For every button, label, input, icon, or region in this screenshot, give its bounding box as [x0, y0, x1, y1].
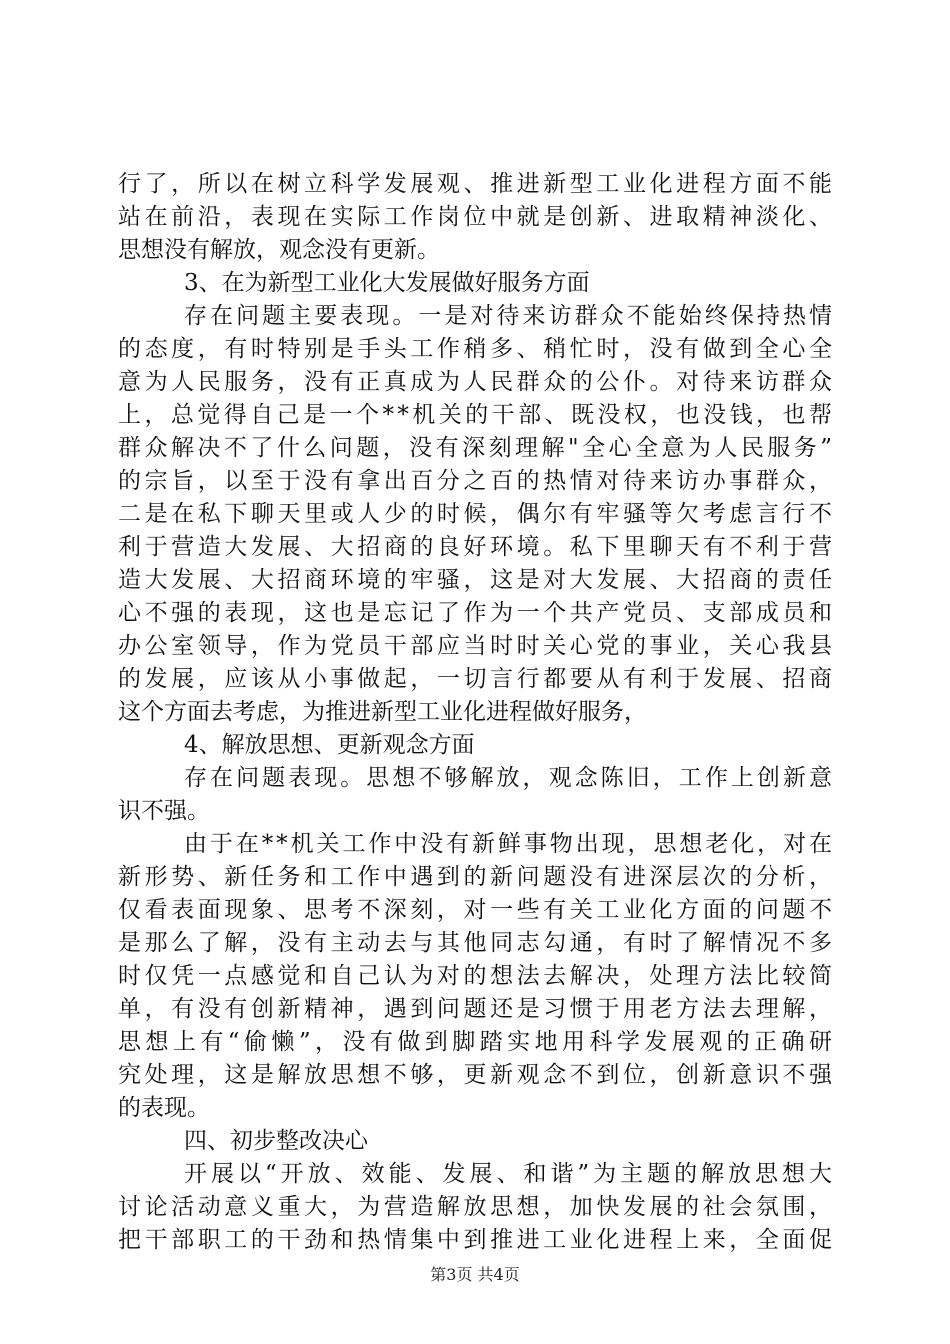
document-body: [118, 168, 837, 1257]
body-text-line: 行了，所以在树立科学发展观、推进新型工业化进程方面不能: [118, 171, 836, 197]
body-text-line: 时仅凭一点感觉和自己认为对的想法去解决，处理方法比较简: [118, 963, 836, 989]
section-heading: 四、初步整改决心: [184, 1128, 368, 1154]
body-text-line: 存在问题主要表现。一是对待来访群众不能始终保持热情: [184, 303, 836, 329]
section-heading: 4、解放思想、更新观念方面: [184, 732, 475, 758]
body-text-line: 仅看表面现象、思考不深刻，对一些有关工业化方面的问题不: [118, 897, 836, 923]
body-text-line: 思想没有解放，观念没有更新。: [118, 237, 440, 263]
body-text-line: 上，总觉得自己是一个**机关的干部、既没权，也没钱，也帮: [118, 402, 836, 428]
body-text-line: 二是在私下聊天里或人少的时候，偶尔有牢骚等欠考虑言行不: [118, 501, 836, 527]
body-text-line: 存在问题表现。思想不够解放，观念陈旧，工作上创新意: [184, 765, 836, 791]
page-footer: 第3页 共4页: [430, 1265, 520, 1284]
body-text-line: 开展以“开放、效能、发展、和谐”为主题的解放思想大: [184, 1161, 836, 1187]
body-text-line: 新形势、新任务和工作中遇到的新问题没有进深层次的分析，: [118, 864, 836, 890]
body-text-line: 办公室领导，作为党员干部应当时时关心党的事业，关心我县: [118, 633, 836, 659]
body-text-line: 站在前沿，表现在实际工作岗位中就是创新、进取精神淡化、: [118, 204, 836, 230]
body-text-line: 思想上有“偷懒”，没有做到脚踏实地用科学发展观的正确研: [118, 1029, 837, 1055]
body-text-line: 单，有没有创新精神，遇到问题还是习惯于用老方法去理解，: [118, 996, 836, 1022]
body-text-line: 意为人民服务，没有正真成为人民群众的公仆。对待来访群众: [118, 369, 836, 395]
body-text-line: 识不强。: [118, 798, 210, 824]
body-text-line: 的表现。: [118, 1095, 210, 1121]
body-text-line: 的发展，应该从小事做起，一切言行都要从有利于发展、招商: [118, 666, 836, 692]
body-text-line: 是那么了解，没有主动去与其他同志勾通，有时了解情况不多: [118, 930, 836, 956]
body-text-line: 群众解决不了什么问题，没有深刻理解"全心全意为人民服务”: [118, 435, 836, 461]
body-text-line: 由于在**机关工作中没有新鲜事物出现，思想老化，对在: [184, 831, 835, 857]
body-text-line: 心不强的表现，这也是忘记了作为一个共产党员、支部成员和: [118, 600, 836, 626]
body-text-line: 的宗旨，以至于没有拿出百分之百的热情对待来访办事群众，: [118, 468, 836, 494]
body-text-line: 把干部职工的干劲和热情集中到推进工业化进程上来，全面促: [118, 1227, 836, 1253]
section-heading: 3、在为新型工业化大发展做好服务方面: [184, 270, 590, 296]
body-text-line: 这个方面去考虑，为推进新型工业化进程做好服务，: [118, 699, 647, 725]
body-text-line: 的态度，有时特别是手头工作稍多、稍忙时，没有做到全心全: [118, 336, 836, 362]
body-text-line: 究处理，这是解放思想不够，更新观念不到位，创新意识不强: [118, 1062, 836, 1088]
body-text-line: 利于营造大发展、大招商的良好环境。私下里聊天有不利于营: [118, 534, 836, 560]
body-text-line: 讨论活动意义重大，为营造解放思想，加快发展的社会氛围，: [118, 1194, 836, 1220]
body-text-line: 造大发展、大招商环境的牢骚，这是对大发展、大招商的责任: [118, 567, 836, 593]
